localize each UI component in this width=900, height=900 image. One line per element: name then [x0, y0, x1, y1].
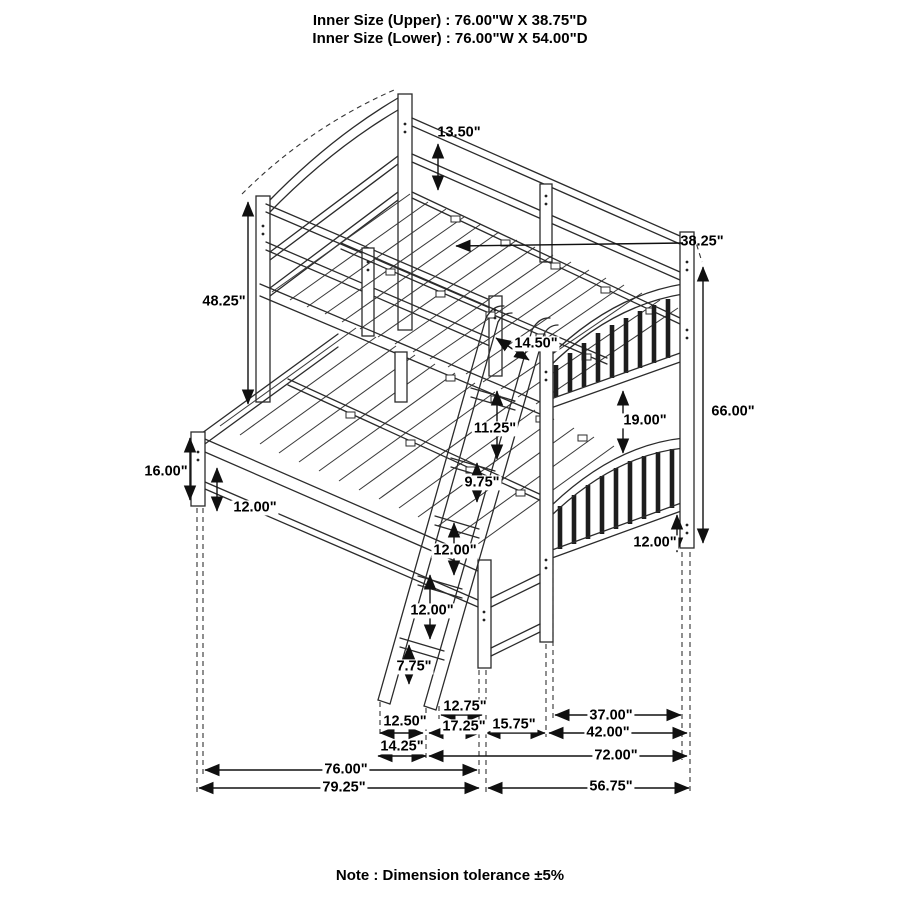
dim-label-ladder-foot-offset: 12.50" [383, 713, 427, 730]
dim-label-inner-length: 76.00" [324, 761, 368, 778]
dim-label-frame-length: 72.00" [594, 747, 638, 764]
dim-label-ladder-feet-span: 17.25" [442, 718, 486, 735]
dim-label-ladder-step-2: 9.75" [464, 474, 500, 491]
inner-size-upper: Inner Size (Upper) : 76.00"W X 38.75"D [312, 12, 588, 29]
upper-bunk-guardrails [266, 118, 680, 376]
dim-label-ladder-step-1: 11.25" [473, 420, 517, 437]
dim-label-footboard-width: 42.00" [586, 724, 630, 741]
dim-label-overall-depth: 56.75" [589, 778, 633, 795]
dim-label-ladder-to-footboard: 15.75" [492, 716, 536, 733]
dim-label-ladder-step-3: 12.00" [433, 542, 477, 559]
inner-size-lower: Inner Size (Lower) : 76.00"W X 54.00"D [312, 30, 588, 47]
dim-label-upper-section-height: 48.25" [202, 293, 246, 310]
tolerance-note: Note : Dimension tolerance ±5% [335, 867, 565, 884]
lower-bed-right-footboard [478, 560, 540, 668]
dim-label-upper-inner-depth: 38.25" [680, 233, 724, 250]
dim-label-ladder-step-4: 12.00" [410, 602, 454, 619]
dim-label-post-to-post-right: 37.00" [589, 707, 633, 724]
dim-label-ladder-feet-width: 12.75" [443, 698, 487, 715]
upper-bunk-platform [260, 192, 680, 414]
dim-label-ladder-opening: 14.50" [514, 335, 558, 352]
dim-label-ladder-step-5: 7.75" [396, 658, 432, 675]
dim-label-leg-to-ladder: 14.25" [380, 738, 424, 755]
dim-label-right-post-clearance: 12.00" [633, 534, 677, 551]
dim-label-lower-bed-height: 16.00" [144, 463, 188, 480]
dim-label-guardrail-height: 13.50" [437, 124, 481, 141]
right-footboards [540, 232, 694, 642]
dim-label-overall-height: 66.00" [711, 403, 755, 420]
dim-label-overall-length: 79.25" [322, 779, 366, 796]
dim-label-footboard-gap: 19.00" [623, 412, 667, 429]
dim-label-lower-bed-clearance: 12.00" [233, 499, 277, 516]
